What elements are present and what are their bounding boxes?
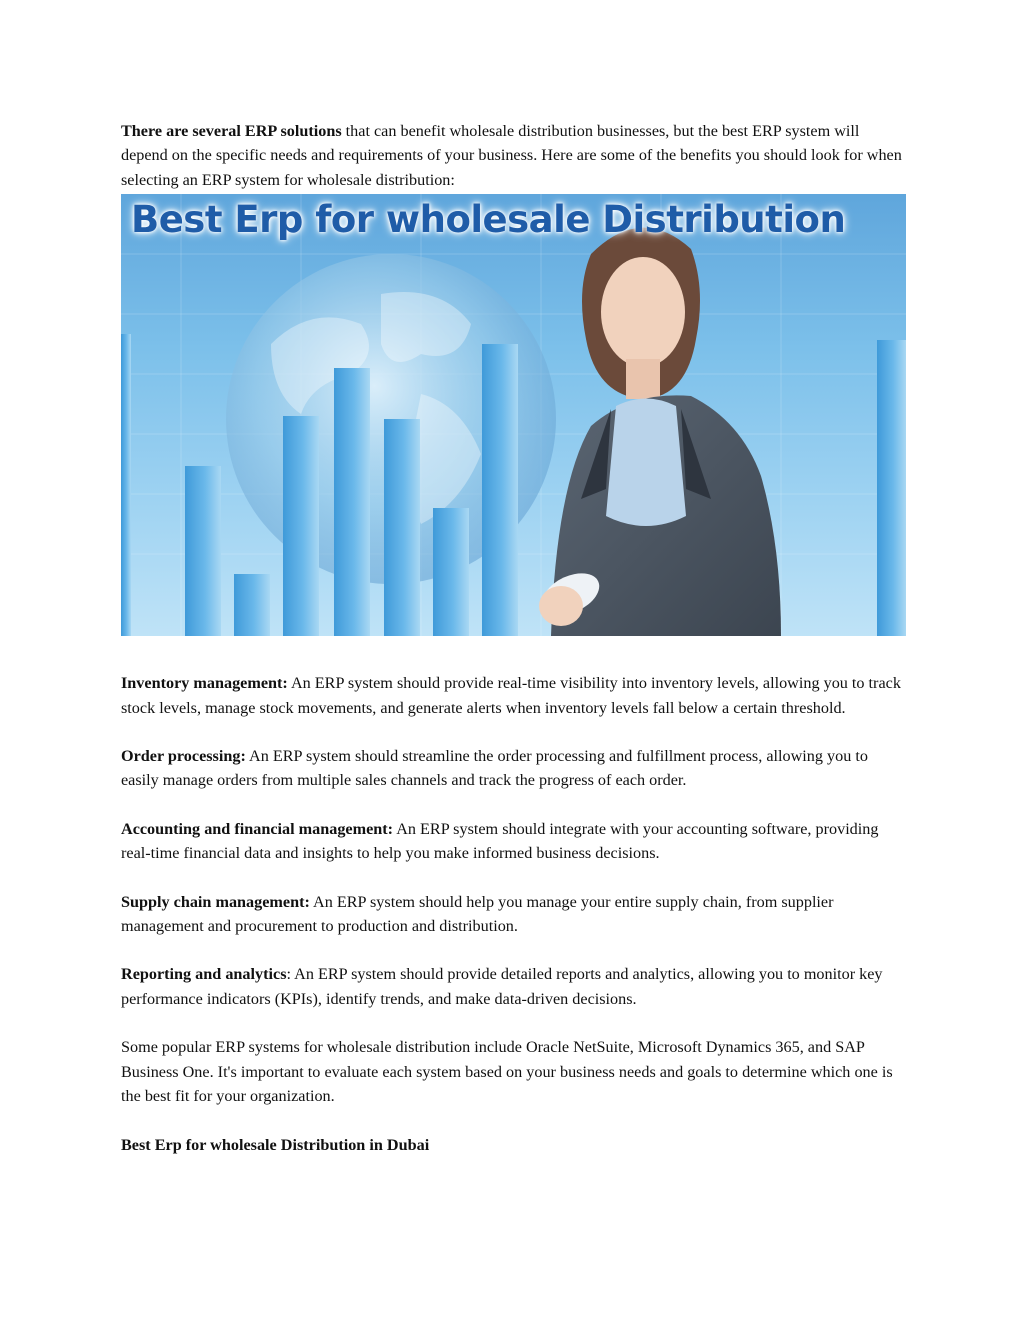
intro-text: that can benefit wholesale distribution businesses, but the best ERP system will depend on the specific needs and requirements of your business. Here are some of the benefits you should look for when selecting an ERP system for wholesale distribution: [121, 122, 902, 189]
footer-heading-text: Best Erp for wholesale Distribution in Dubai [121, 1135, 430, 1154]
benefit-text: An ERP system should help you manage your entire supply chain, from supplier management and procurement to production and distribution. [121, 892, 834, 936]
benefit-order-processing [121, 744, 907, 793]
benefit-text: An ERP system should provide real-time visibility into inventory levels, allowing you to track stock levels, manage stock movements, and generate alerts when inventory levels fall below a certain threshold. [121, 674, 901, 717]
intro-paragraph [121, 119, 907, 192]
benefit-text: An ERP system should integrate with your accounting software, providing real-time financial data and insights to help you make informed business decisions. [121, 819, 879, 863]
benefit-inventory [121, 671, 907, 720]
benefit-supply-chain [121, 890, 907, 939]
businesswoman-figure [536, 228, 781, 636]
benefit-text: An ERP system should streamline the order processing and fulfillment process, allowing you to easily manage orders from multiple sales channels and track the progress of each order. [121, 747, 868, 790]
footer-heading [121, 1133, 907, 1157]
benefit-term: Reporting and analytics [121, 965, 287, 984]
benefit-term: Inventory management: [121, 674, 288, 693]
benefit-accounting [121, 817, 907, 866]
document-body [121, 119, 907, 1157]
benefit-term: Order processing: [121, 747, 246, 766]
benefit-text: : An ERP system should provide detailed reports and analytics, allowing you to monitor key performance indicators (KPIs), identify trends, and make data-driven decisions. [121, 965, 883, 1008]
closing-paragraph: Some popular ERP systems for wholesale distribution include Oracle NetSuite, Microsoft Dynamics 365, and SAP Business One. It's important to evaluate each system based on your business needs and goals to determine which one is the best fit for your organization. [121, 1038, 893, 1106]
benefit-term: Supply chain management: [121, 892, 310, 911]
hero-title: Best Erp for wholesale Distribution [131, 198, 846, 242]
hero-illustration [121, 194, 906, 636]
benefit-reporting [121, 962, 907, 1011]
intro-lead: There are several ERP solutions [121, 122, 342, 140]
benefit-term: Accounting and financial management: [121, 819, 394, 838]
hero-image [121, 194, 906, 636]
